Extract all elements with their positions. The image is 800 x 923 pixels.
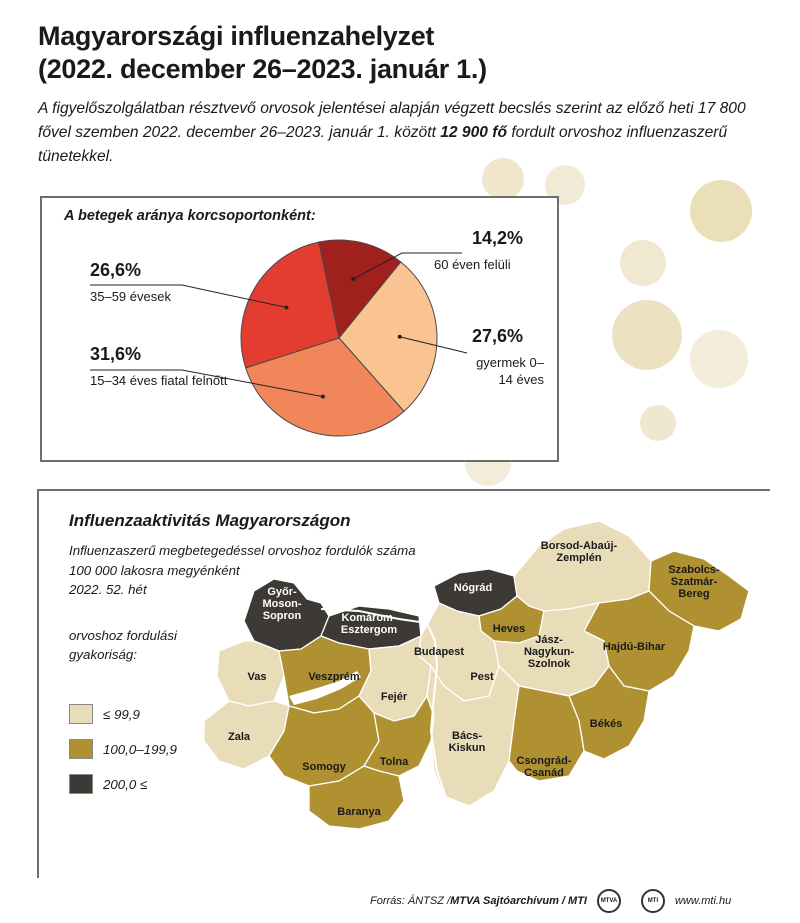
page-title xyxy=(38,20,487,86)
county-label: Kiskun xyxy=(448,742,486,754)
county-label: Borsod-Abaúj- xyxy=(540,540,618,552)
county-label: Tolna xyxy=(379,756,409,768)
county-label: Szabolcs- xyxy=(668,564,720,576)
decor-virus-splash xyxy=(620,240,666,286)
title-line-1: Magyarországi influenzahelyzet xyxy=(38,21,435,51)
county-shape xyxy=(514,521,651,611)
intro-part-1: A figyelőszolgálatban résztvevő orvosok jelentései alapján végzett becslés szerint az előző heti 17 800 fővel szemben 2022. december 26–2023. január 1. között xyxy=(38,100,746,141)
slice-pct-0-14: 27,6% xyxy=(472,326,524,346)
slice-pct-60-plus: 14,2% xyxy=(472,228,524,248)
county-label: Zala xyxy=(227,731,251,743)
county-label: Somogy xyxy=(302,761,346,773)
footer-url[interactable]: www.mti.hu xyxy=(674,895,732,907)
county-label: Zemplén xyxy=(556,552,602,564)
slice-pct-15-34: 31,6% xyxy=(90,344,142,364)
county-label: Veszprém xyxy=(308,671,360,683)
map-subtitle-line: Influenzaszerű megbetegedéssel orvoshoz fordulók száma xyxy=(69,543,416,558)
county-label: Fejér xyxy=(380,691,408,703)
county-label: Nógrád xyxy=(453,582,493,594)
county-label: Csongrád- xyxy=(516,755,572,767)
slice-label-60-plus: 60 éven felüli xyxy=(434,257,511,272)
county-label: Baranya xyxy=(337,806,381,818)
source-bold: MTVA Sajtóarchívum / MTI xyxy=(450,895,587,907)
decor-virus-splash xyxy=(690,180,752,242)
pie-leader-dot xyxy=(284,306,288,310)
county-label: Jász- xyxy=(535,634,563,646)
legend-title-line: orvoshoz fordulási xyxy=(69,628,177,643)
county-label: Esztergom xyxy=(340,624,398,636)
map-subtitle-line: 2022. 52. hét xyxy=(69,582,147,597)
pie-panel xyxy=(40,196,559,462)
county-label: Győr- xyxy=(267,586,297,598)
map-panel xyxy=(37,489,770,878)
legend-label-high: 200,0 ≤ xyxy=(103,776,148,792)
mti-logo: MTI xyxy=(641,889,665,913)
intro-part-2: fordult orvoshoz influenzaszerű tünetekkel. xyxy=(38,124,728,165)
pie-leader-dot xyxy=(398,335,402,339)
county-label: Heves xyxy=(492,623,526,635)
slice-pct-35-59: 26,6% xyxy=(90,260,142,280)
title-line-2: (2022. december 26–2023. január 1.) xyxy=(38,54,487,84)
mtva-logo: MTVA xyxy=(597,889,621,913)
legend-label-mid: 100,0–199,9 xyxy=(103,741,177,757)
county-label: Pest xyxy=(470,671,494,683)
decor-virus-splash xyxy=(612,300,682,370)
decor-virus-splash xyxy=(640,405,676,441)
county-label: Sopron xyxy=(262,610,302,622)
slice-label-35-59: 35–59 évesek xyxy=(90,289,171,304)
county-label: Szatmár- xyxy=(670,576,718,588)
county-label: Szolnok xyxy=(527,658,571,670)
county-label: Békés xyxy=(589,718,623,730)
county-label: Bács- xyxy=(452,730,482,742)
county-label: Hajdú-Bihar xyxy=(602,641,666,653)
slice-label-0-14: gyermek 0–14 éves xyxy=(476,355,544,387)
legend-title-line: gyakoriság: xyxy=(69,647,137,662)
slice-label-15-34: 15–34 éves fiatal felnőtt xyxy=(90,373,228,388)
pie-leader-dot xyxy=(321,395,325,399)
county-label: Csanád xyxy=(524,767,564,779)
legend-label-low: ≤ 99,9 xyxy=(103,706,140,722)
decor-virus-splash xyxy=(690,330,748,388)
county-label: Vas xyxy=(247,671,267,683)
county-label: Bereg xyxy=(678,588,710,600)
footer xyxy=(370,889,731,913)
map-subtitle-line: 100 000 lakosra megyénként xyxy=(69,562,240,578)
county-label: Budapest xyxy=(413,646,465,658)
intro-bold-count: 12 900 fő xyxy=(440,124,507,141)
map-title: Influenzaaktivitás Magyarországon xyxy=(69,511,351,530)
pie-leader-dot xyxy=(351,277,355,281)
county-label: Komárom- xyxy=(341,612,397,624)
county-label: Nagykun- xyxy=(523,646,575,658)
intro-text xyxy=(38,97,768,169)
hungary-map xyxy=(39,491,770,878)
pie-heading: A betegek aránya korcsoportonként: xyxy=(64,208,316,224)
county-label: Moson- xyxy=(262,598,302,610)
source-prefix: Forrás: ÁNTSZ / xyxy=(370,895,451,907)
